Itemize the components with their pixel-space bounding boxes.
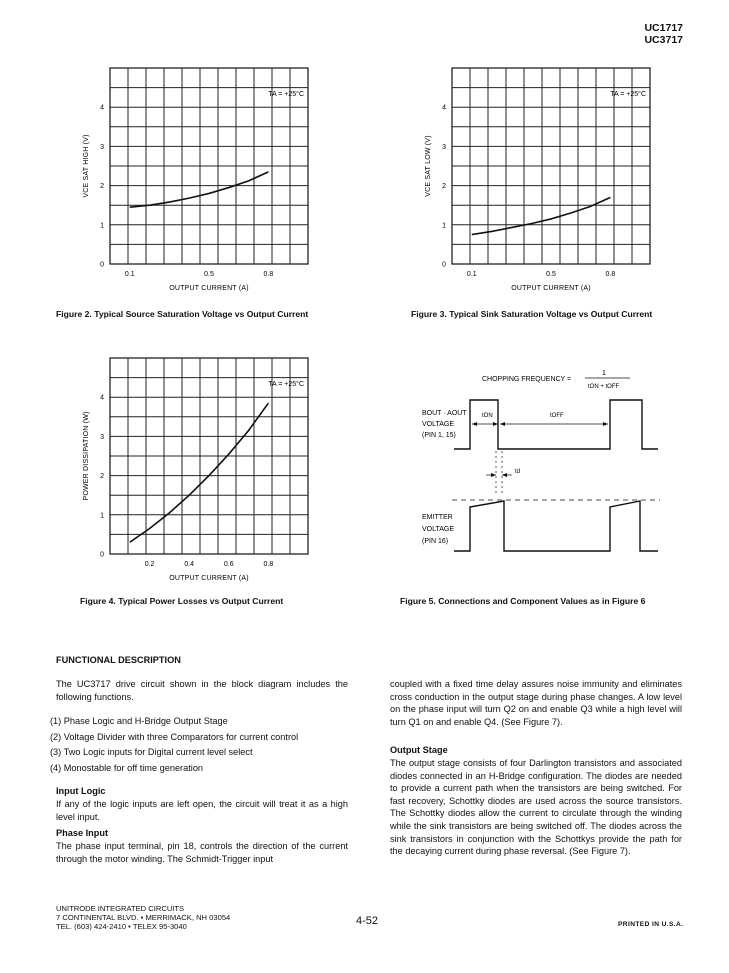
part-number-header [644,22,683,46]
footer-address: 7 CONTINENTAL BLVD. • MERRIMACK, NH 03054 [56,913,231,922]
y-tick-label: 0 [100,261,104,269]
emitter-label: EMITTER [422,514,453,521]
x-axis-label: OUTPUT CURRENT (A) [169,285,249,292]
function-item: (3) Two Logic inputs for Digital current level select [50,747,253,758]
bout-aout-label: BOUT · AOUT [422,410,467,417]
footer-company: UNITRODE INTEGRATED CIRCUITS [56,904,185,913]
x-tick-label: 0.5 [204,271,214,278]
output-stage-text: The output stage consists of four Darlington transistors and associated diodes connected in an H-Bridge configuration. The diodes are needed to provide a current path when the transistors are being switched. For fast recovery, Schottky diodes are used across the source transistors. The Schottky diodes allow the current to circulate through the winding while the sink transistors are being switched off. The diodes across the sink transistors in conjunction with the Schottkys provide the path for the decaying current during phase reversal. (See Figure 7). [390,758,682,857]
chopping-frequency-denominator: tON + tOFF [588,384,620,390]
y-axis-label: POWER DISSIPATION (W) [83,411,90,501]
pin-1-15-label: (PIN 1, 15) [422,432,456,439]
function-item: (2) Voltage Divider with three Comparators for current control [50,731,299,742]
input-logic-title: Input Logic [56,786,106,796]
figure-2-chart [70,62,320,300]
y-tick-label: 1 [100,512,104,520]
series-line [472,197,611,234]
company-footer [56,904,230,931]
toff-label: tOFF [550,413,564,419]
pin-16-label: (PIN 16) [422,538,449,545]
functional-description-title: FUNCTIONAL DESCRIPTION [56,655,181,665]
function-list [50,714,350,776]
footer-phone: TEL. (603) 424-2410 • TELEX 95-3040 [56,922,187,931]
x-tick-label: 0.1 [124,271,135,278]
x-tick-label: 0.4 [184,561,195,568]
y-tick-label: 2 [100,183,104,191]
temperature-condition-label: TA = +25°C [268,381,304,388]
chopping-frequency-numerator: 1 [602,370,606,377]
y-tick-label: 3 [442,143,446,151]
x-tick-label: 0.2 [144,561,155,568]
figure-5-caption: Figure 5. Connections and Component Values as in Figure 6 [400,596,646,606]
figure-2-caption: Figure 2. Typical Source Saturation Voltage vs Output Current [56,309,309,319]
page-number: 4-52 [356,915,379,927]
x-tick-label: 0.6 [223,561,234,568]
x-tick-label: 0.5 [546,271,556,278]
x-axis-label: OUTPUT CURRENT (A) [169,575,249,582]
y-tick-label: 1 [100,222,104,230]
y-tick-label: 4 [100,394,104,402]
output-stage-title: Output Stage [390,745,448,755]
printed-in-usa: PRINTED IN U.S.A. [618,921,684,928]
part-number-2: UC3717 [644,34,683,46]
y-tick-label: 2 [100,473,104,481]
figure-3-caption: Figure 3. Typical Sink Saturation Voltage vs Output Current [411,309,653,319]
y-axis-label: VCE SAT LOW (V) [425,135,432,197]
phase-input-title: Phase Input [56,828,109,838]
y-tick-label: 4 [100,104,104,112]
functional-intro: The UC3717 drive circuit shown in the block diagram includes the following functions. [56,679,348,702]
y-tick-label: 2 [442,183,446,191]
voltage-label-2: VOLTAGE [422,526,455,533]
temperature-condition-label: TA = +25°C [268,91,304,98]
x-tick-label: 0.1 [466,271,477,278]
y-tick-label: 3 [100,143,104,151]
phase-input-text: The phase input terminal, pin 18, controls the direction of the current through the motor winding. The Schmidt-Trigger input [56,841,348,864]
y-tick-label: 1 [442,222,446,230]
x-axis-label: OUTPUT CURRENT (A) [511,285,591,292]
phase-input-continued: coupled with a fixed time delay assures noise immunity and eliminates cross conduction in the output stage during phase changes. A low level on the phase input will turn Q2 on and enable Q3 while a high level will turn Q1 on and enable Q4. (See Figure 7). [390,679,682,727]
figure-5-timing-diagram [420,365,670,560]
y-tick-label: 3 [100,433,104,441]
figure-3-chart [412,62,662,300]
y-tick-label: 0 [100,551,104,559]
y-tick-label: 0 [442,261,446,269]
td-label: td [515,469,521,475]
x-tick-label: 0.8 [263,561,274,568]
function-item: (1) Phase Logic and H-Bridge Output Stage [50,716,228,726]
y-tick-label: 4 [442,104,446,112]
ton-label: tON [482,413,493,419]
series-line [130,172,269,207]
x-tick-label: 0.8 [263,271,274,278]
y-axis-label: VCE SAT HIGH (V) [83,134,90,198]
function-item: (4) Monostable for off time generation [50,762,204,773]
input-logic-text: If any of the logic inputs are left open, the circuit will treat it as a high level input. [56,799,348,822]
series-line [130,403,269,542]
temperature-condition-label: TA = +25°C [610,91,646,98]
part-number-1: UC1717 [644,22,683,34]
figure-4-caption: Figure 4. Typical Power Losses vs Output Current [80,596,284,606]
chopping-frequency-label: CHOPPING FREQUENCY = [482,376,572,383]
x-tick-label: 0.8 [605,271,616,278]
figure-4-chart [70,352,320,586]
voltage-label-1: VOLTAGE [422,421,455,428]
